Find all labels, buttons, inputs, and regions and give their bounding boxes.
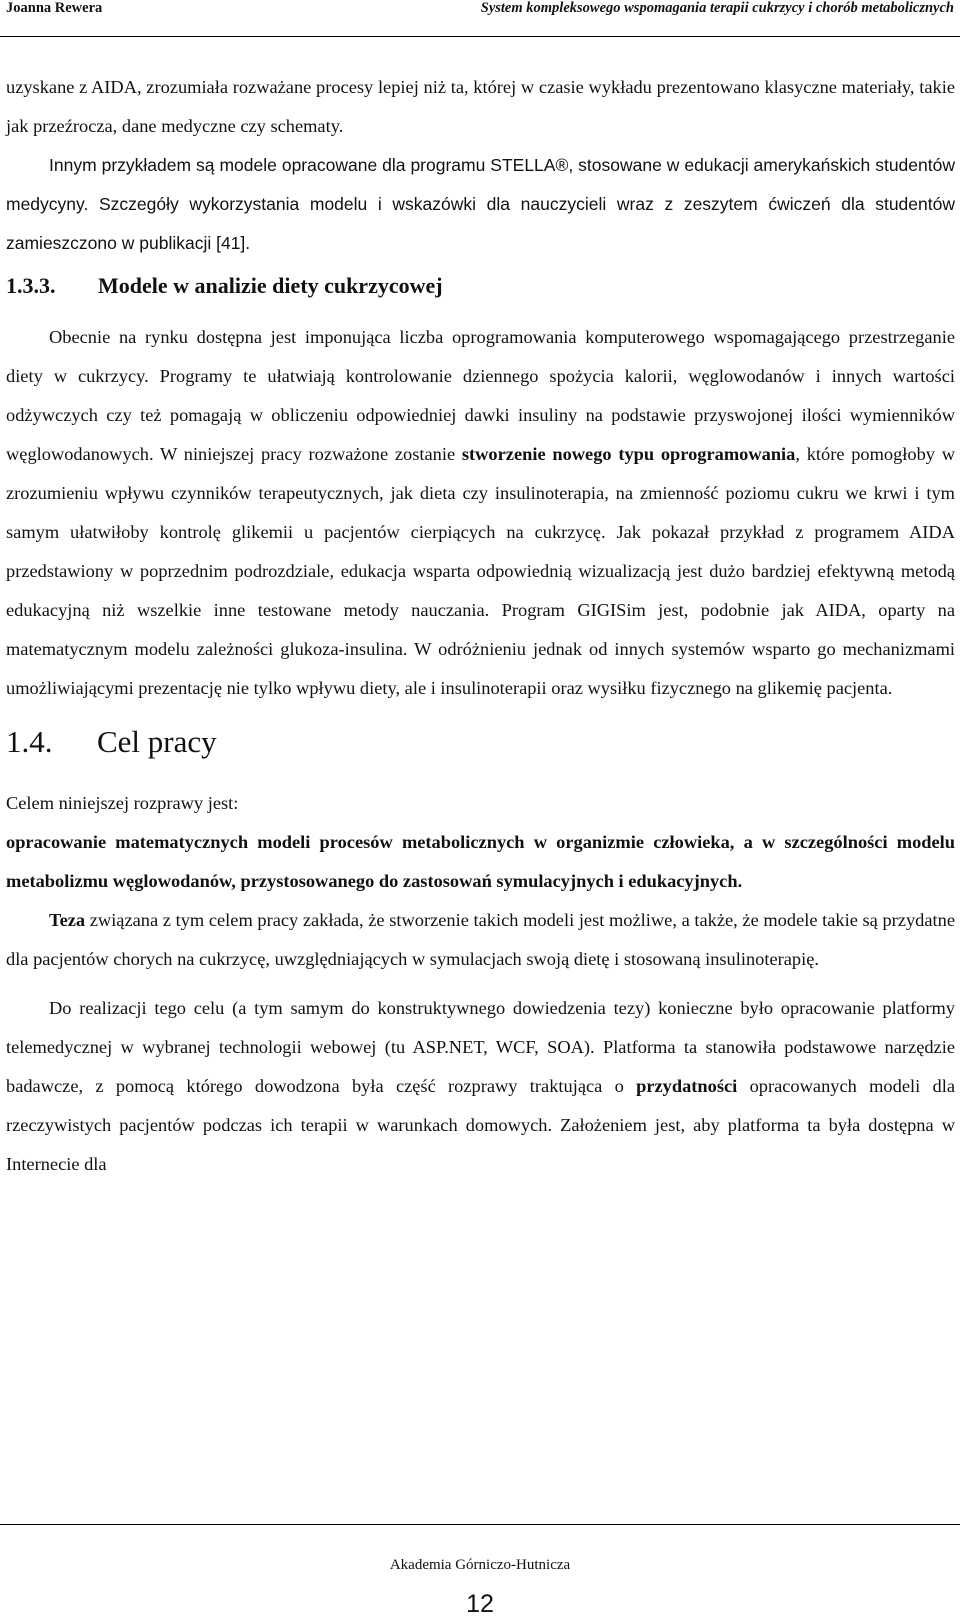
section-1-4-number: 1.4.: [6, 724, 53, 759]
section-1-3-3-heading: [6, 267, 955, 305]
text-run: Obecnie na rynku dostępna jest imponująca liczba oprogramowania komputerowego wspomagającego przestrzeganie diety w cukrzycy. Programy te ułatwiają kontrolowanie dziennego spożycia kalorii, węglowodanów i innych wartości odżywczych czy też pomagają w obliczeniu odpowiedniej dawki insuliny na podstawie przyswojonej ilości wymienników węglowodanowych. W niniejszej pracy rozważone zostanie: [6, 327, 955, 464]
section-1-3-3-title: Modele w analizie diety cukrzycowej: [98, 273, 443, 298]
page-content: [6, 68, 955, 1184]
section-1-4-heading: [6, 722, 955, 762]
goal-lead: Celem niniejszej rozprawy jest:: [6, 793, 239, 813]
page-header: [6, 0, 954, 22]
goal-statement: opracowanie matematycznych modeli procesów metabolicznych w organizmie człowieka, a w szczególności modelu metabolizmu węglowodanów, przystosowanego do zastosowań symulacyjnych i edukacyjnych.: [6, 832, 955, 891]
text-run: opracowanych modeli dla rzeczywistych pacjentów podczas ich terapii w warunkach domowych. Założeniem jest, aby platforma ta była dostępna w Internecie dla: [6, 1076, 955, 1174]
text-run: , które pomogłoby w zrozumieniu wpływu czynników terapeutycznych, jak dieta czy insulinoterapia, na zmienność poziomu cukru we krwi i tym samym ułatwiłoby kontrolę glikemii u pacjentów cierpiących na cukrzycę. Jak pokazał przykład z programem AIDA przedstawiony w poprzednim podrozdziale, edukacja wsparta odpowiednią wizualizacją jest dużo bardziej efektywną metodą edukacyjną niż wszelkie inne testowane metody nauczania. Program GIGISim jest, podobnie jak AIDA, oparty na matematycznym modelu zależności glukoza-insulina. W odróżnieniu jednak od innych systemów wsparto go mechanizmami umożliwiającymi prezentację nie tylko wpływu diety, ale i insulinoterapii oraz wysiłku fizycznego na glikemię pacjenta.: [6, 444, 956, 698]
section-1-3-3-paragraph: [6, 318, 955, 708]
header-divider: [0, 36, 960, 37]
bold-phrase: stworzenie nowego typu oprogramowania: [461, 444, 796, 464]
platform-paragraph: [6, 989, 955, 1184]
text-run: związana z tym celem pracy zakłada, że stworzenie takich modeli jest możliwe, a także, że modele takie są przydatne dla pacjentów chorych na cukrzycę, uwzględniających w symulacjach swoją dietę i stosowaną insulinoterapię.: [6, 910, 955, 969]
bold-phrase: przydatności: [636, 1076, 738, 1096]
section-1-3-3-number: 1.3.3.: [6, 273, 56, 298]
footer-divider: [0, 1524, 960, 1525]
page-number: 12: [466, 1590, 494, 1618]
header-author: Joanna Rewera: [6, 0, 103, 16]
footer-institution: Akademia Górniczo-Hutnicza: [389, 1557, 571, 1573]
text-run: Do realizacji tego celu (a tym samym do konstruktywnego dowiedzenia tezy) konieczne było opracowanie platformy telemedycznej w wybranej technologii webowej (tu ASP.NET, WCF, SOA). Platforma ta stanowiła podstawowe narzędzie badawcze, z pomocą którego dowodzona była część rozprawy traktująca o: [6, 998, 955, 1096]
section-1-4-title: Cel pracy: [97, 724, 217, 759]
intro-paragraph-2: Innym przykładem są modele opracowane dla programu STELLA®, stosowane w edukacji amerykańskich studentów medycyny. Szczegóły wykorzystania modelu i wskazówki dla nauczycieli wraz z zeszytem ćwiczeń dla studentów zamieszczono w publikacji [41].: [6, 155, 955, 253]
header-title: System kompleksowego wspomagania terapii cukrzycy i chorób metabolicznych: [480, 0, 954, 16]
thesis-paragraph: [6, 901, 955, 979]
intro-paragraph-1: uzyskane z AIDA, zrozumiała rozważane procesy lepiej niż ta, której w czasie wykładu prezentowano klasyczne materiały, takie jak przeźrocza, dane medyczne czy schematy.: [6, 77, 955, 136]
thesis-label: Teza: [49, 910, 86, 930]
